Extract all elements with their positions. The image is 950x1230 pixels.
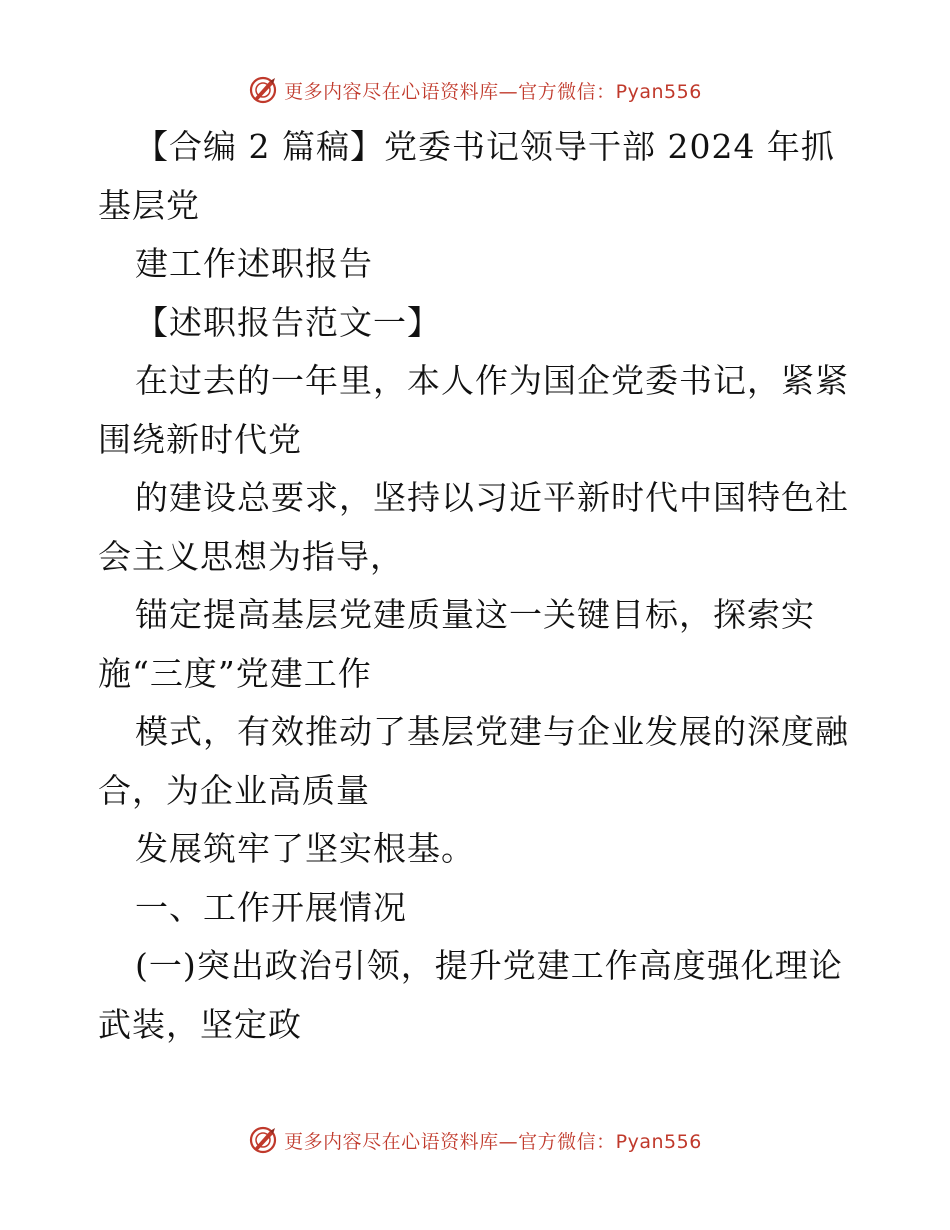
paragraph-line: 武装，坚定政 [98,1004,302,1044]
watermark-group [248,1125,702,1155]
title-line-2: 基层党 [98,185,200,225]
title-line-3: 建工作述职报告 [135,244,373,283]
paragraph-line: (一)突出政治引领，提升党建工作高度强化理论 [135,946,843,985]
subsection-heading: 一、工作开展情况 [135,887,407,927]
paragraph-line: 合，为企业高质量 [98,770,370,810]
watermark-group [248,75,702,105]
watermark-text: 更多内容尽在心语资料库—官方微信：Pyan556 [284,1130,702,1153]
paragraph-line: 围绕新时代党 [98,419,302,459]
quill-seal-icon [248,1125,278,1155]
paragraph-line: 在过去的一年里，本人作为国企党委书记，紧紧 [135,361,849,400]
footer-watermark-banner [0,1120,950,1160]
paragraph-line: 会主义思想为指导， [98,536,404,576]
paragraph-line: 的建设总要求，坚持以习近平新时代中国特色社 [135,478,849,517]
watermark-text: 更多内容尽在心语资料库—官方微信：Pyan556 [284,80,702,103]
document-body [98,118,858,1054]
paragraph-line: 锚定提高基层党建质量这一关键目标，探索实 [135,595,815,634]
title-line-1: 【合编 2 篇稿】党委书记领导干部 2024 年抓 [135,127,835,166]
paragraph-line: 施“三度”党建工作 [98,653,372,693]
header-watermark-banner [0,70,950,110]
paragraph-line: 模式，有效推动了基层党建与企业发展的深度融 [135,712,849,751]
section-heading: 【述职报告范文一】 [135,302,441,342]
quill-seal-icon [248,75,278,105]
paragraph-line: 发展筑牢了坚实根基。 [135,829,475,868]
